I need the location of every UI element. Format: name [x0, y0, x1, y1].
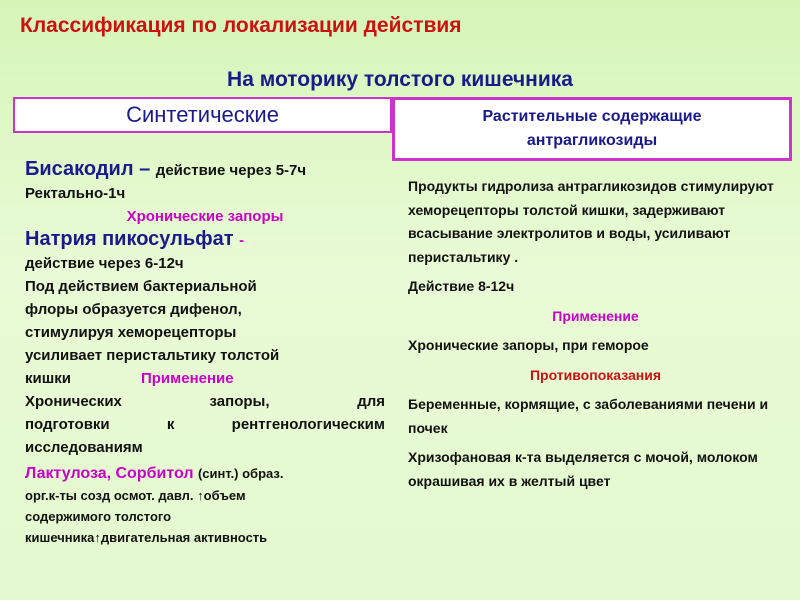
lactulose-line-3: кишечника↑двигательная активность: [25, 530, 268, 545]
mechanism-line-4: усиливает перистальтику толстой: [25, 347, 280, 364]
picosulfate-action: действие через 6-12ч: [25, 255, 184, 272]
picosulfate-line: [25, 228, 385, 252]
chronic-constipation-label: Хронические запоры: [126, 208, 284, 225]
herbal-duration: Действие 8-12ч: [408, 278, 515, 294]
picosulfate-dash: -: [239, 232, 245, 249]
mechanism-line-5: [25, 367, 385, 390]
page-subtitle: На моторику толстого кишечника: [227, 68, 573, 91]
herbal-column: [408, 175, 783, 499]
lactulose-note: (синт.) образ.: [197, 466, 284, 481]
picosulfate-name: Натрия пикосульфат: [25, 228, 240, 250]
bisacodyl-action: действие через 5-7ч: [155, 162, 307, 179]
use-line-1: Хронических запоры, для: [25, 393, 385, 410]
herbal-indications: Хронические запоры, при геморое: [408, 337, 649, 353]
herbal-mechanism: Продукты гидролиза антрагликозидов стимулируют хеморецепторы толстой кишки, задерживают всасывание электролитов и воды, усиливают перистальтику .: [408, 178, 774, 265]
synthetic-column: [25, 158, 385, 548]
application-label: Применение: [140, 370, 234, 387]
synthetic-header-box: [13, 97, 392, 133]
contraindications-label: Противопоказания: [529, 366, 662, 383]
chrysophanic-acid-note: Хризофановая к-та выделяется с мочой, молоком окрашивая их в желтый цвет: [408, 449, 758, 489]
lactulose-line-2: содержимого толстого: [25, 509, 172, 524]
mechanism-word: кишки: [25, 370, 71, 387]
page-title: Классификация по локализации действия: [20, 14, 462, 37]
lactulose-line-1: орг.к-ты созд осмот. давл. ↑объем: [25, 488, 246, 503]
herbal-header-label: Растительные содержащие антрагликозиды: [482, 108, 702, 149]
herbal-application-label: Применение: [552, 307, 639, 324]
use-line-2: подготовки к рентгенологическим: [25, 416, 385, 433]
use-line-3: исследованиям: [25, 439, 143, 456]
synthetic-header-label: Синтетические: [126, 102, 279, 127]
herbal-header-box: [392, 97, 792, 161]
mechanism-line-3: стимулируя хеморецепторы: [25, 324, 237, 341]
mechanism-line-2: флоры образуется дифенол,: [25, 301, 242, 318]
lactulose-name: Лактулоза, Сорбитол: [25, 465, 198, 482]
bisacodyl-line: [25, 158, 385, 182]
lactulose-line: [25, 462, 385, 485]
bisacodyl-name: Бисакодил –: [25, 158, 156, 180]
contraindications-text: Беременные, кормящие, с заболеваниями печени и почек: [408, 396, 769, 436]
mechanism-line-1: Под действием бактериальной: [25, 278, 257, 295]
rectal-line: Ректально-1ч: [25, 185, 126, 202]
